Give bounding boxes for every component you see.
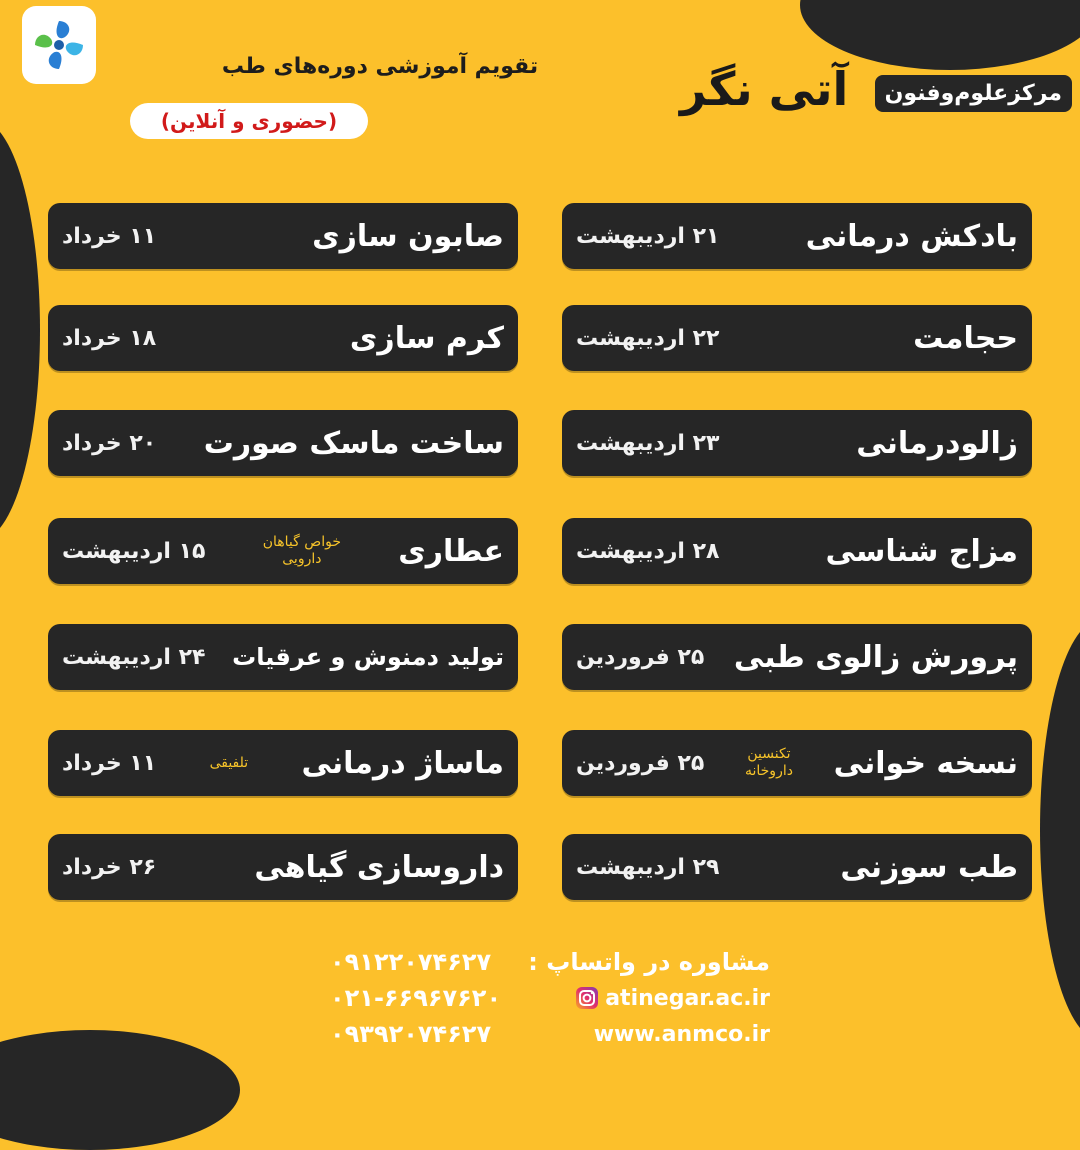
course-title: مزاج شناسی	[825, 533, 1018, 569]
course-title: پرورش زالوی طبی	[733, 639, 1018, 675]
logo	[22, 6, 96, 84]
instagram-handle: atinegar.ac.ir	[605, 985, 770, 1011]
course-date: ۲۴ اردیبهشت	[62, 644, 206, 670]
phone-row	[330, 980, 770, 1016]
course-title: ماساژ درمانی	[301, 745, 504, 781]
course-title: طب سوزنی	[840, 849, 1018, 885]
whatsapp-label: مشاوره در واتساپ :	[528, 948, 770, 976]
course-card	[48, 730, 518, 796]
contact-footer	[330, 944, 770, 1052]
course-date: ۲۰ خرداد	[62, 430, 157, 456]
course-card	[562, 518, 1032, 584]
brand-header	[680, 50, 1072, 116]
course-card	[562, 624, 1032, 690]
course-title: کرم سازی	[349, 320, 504, 356]
instagram-icon	[575, 986, 599, 1010]
mobile-row	[330, 1016, 770, 1052]
course-title: عطاری	[398, 533, 504, 569]
website-link[interactable]: www.anmco.ir	[593, 1021, 770, 1047]
mode-badge	[130, 103, 368, 139]
course-card	[48, 203, 518, 269]
course-card	[562, 305, 1032, 371]
course-note-line: تلفیقی	[209, 754, 249, 771]
course-note	[745, 746, 793, 780]
mode-text: (حضوری و آنلاین)	[160, 109, 338, 133]
course-date: ۱۸ خرداد	[62, 325, 157, 351]
whatsapp-row	[330, 944, 770, 980]
course-date: ۲۵ فروردین	[576, 750, 705, 776]
course-date: ۱۵ اردیبهشت	[62, 538, 206, 564]
course-card	[562, 730, 1032, 796]
course-title: بادکش درمانی	[805, 218, 1018, 254]
course-date: ۲۳ اردیبهشت	[576, 430, 720, 456]
course-date: ۱۱ خرداد	[62, 750, 157, 776]
whatsapp-number[interactable]: ۰۹۱۲۲۰۷۴۶۲۷	[330, 948, 492, 976]
course-card	[48, 834, 518, 900]
decor-blob-bottom-left	[0, 1030, 240, 1150]
brand-tag: مرکزعلوم‌وفنون	[875, 75, 1072, 112]
course-date: ۲۶ خرداد	[62, 854, 157, 880]
course-date: ۲۵ فروردین	[576, 644, 705, 670]
course-title: نسخه خوانی	[833, 745, 1018, 781]
course-card	[562, 834, 1032, 900]
course-title: زالودرمانی	[856, 425, 1018, 461]
calendar-title: تقویم آموزشی دوره‌های طب	[221, 54, 539, 79]
mobile-number[interactable]: ۰۹۳۹۲۰۷۴۶۲۷	[330, 1020, 492, 1048]
phone-number[interactable]: ۰۲۱-۶۶۹۶۷۶۲۰	[330, 984, 502, 1012]
course-note	[263, 534, 341, 568]
course-date: ۲۱ اردیبهشت	[576, 223, 720, 249]
decor-blob-left	[0, 120, 40, 540]
course-card	[48, 305, 518, 371]
instagram-link[interactable]	[575, 986, 770, 1011]
course-note	[210, 755, 249, 772]
course-date: ۲۸ اردیبهشت	[576, 538, 720, 564]
course-card	[48, 624, 518, 690]
course-card	[562, 203, 1032, 269]
decor-blob-right	[1040, 620, 1080, 1040]
course-card	[562, 410, 1032, 476]
course-title: ساخت ماسک صورت	[203, 425, 504, 461]
course-title: حجامت	[913, 320, 1018, 356]
course-date: ۲۹ اردیبهشت	[576, 854, 720, 880]
course-note-line: خواص گیاهان	[262, 534, 341, 551]
logo-icon	[29, 15, 89, 75]
course-note-line: تکنسین	[747, 746, 791, 763]
course-card	[48, 518, 518, 584]
course-date: ۲۲ اردیبهشت	[576, 325, 720, 351]
course-card	[48, 410, 518, 476]
course-title: تولید دمنوش و عرقیات	[232, 643, 504, 671]
course-date: ۱۱ خرداد	[62, 223, 157, 249]
course-note-line: دارویی	[282, 551, 322, 567]
course-title: صابون سازی	[312, 218, 504, 254]
course-title: داروسازی گیاهی	[254, 849, 504, 885]
brand-name: آتی نگر	[680, 62, 849, 116]
course-note-line: داروخانه	[744, 763, 793, 779]
